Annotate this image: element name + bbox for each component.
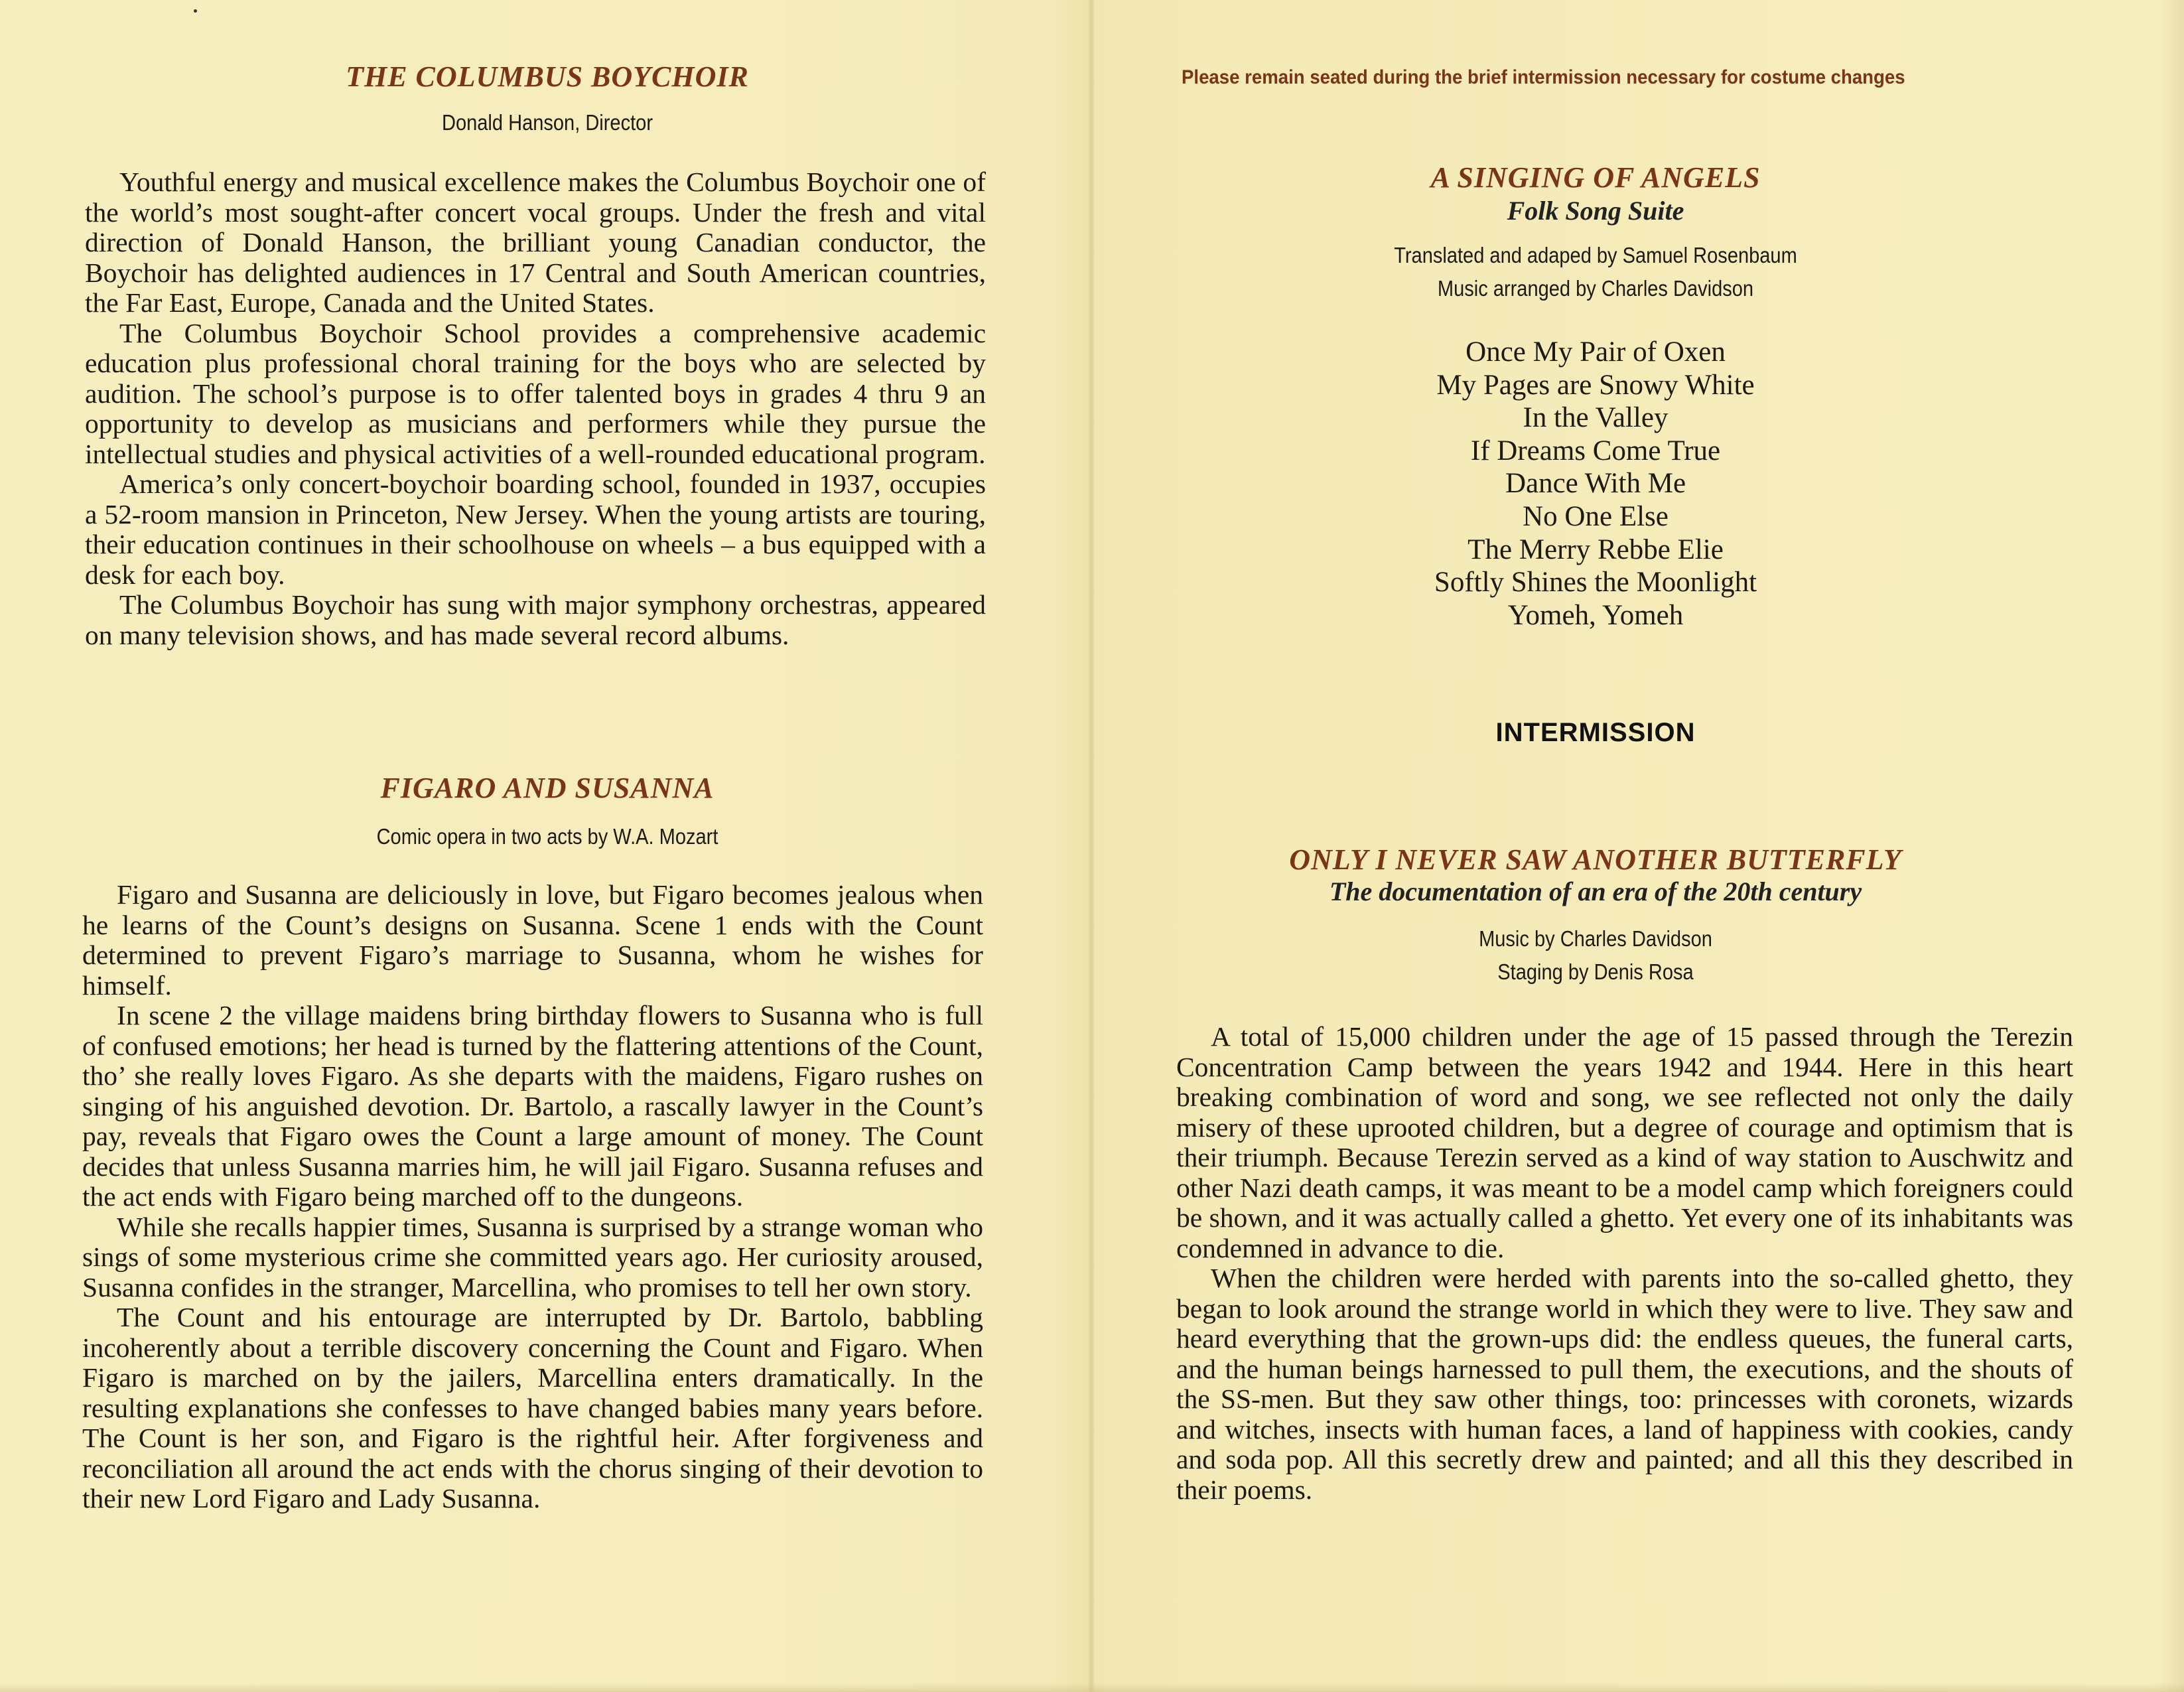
butterfly-subtitle: The documentation of an era of the 20th century bbox=[1329, 877, 1862, 906]
bottom-edge bbox=[0, 1683, 2184, 1692]
song-item: Softly Shines the Moonlight bbox=[1434, 567, 1757, 599]
figaro-synopsis bbox=[82, 880, 983, 1514]
angels-song-list bbox=[1191, 336, 2000, 632]
song-item: Once My Pair of Oxen bbox=[1466, 336, 1726, 368]
song-item: If Dreams Come True bbox=[1470, 435, 1721, 466]
butterfly-paragraph: A total of 15,000 children under the age of 15 passed through the Terezin Concentration Camp between the years 1942 and 1944. Here in this heart breaking combination of word and song, we see reflected not only the daily misery of these uprooted children, but a degree of courage and optimism that is their triumph. Because Terezin served as a kind of way station to Auschwitz and other Nazi death camps, it was meant to be a model camp which foreigners could be shown, and it was actually called a ghetto. Yet every one of its inhabitants was condemned in advance to die. bbox=[1176, 1021, 2073, 1263]
boychoir-paragraph: The Columbus Boychoir School provides a comprehensive academic education plus professional choral training for the boys who are selected by audition. The school’s purpose is to offer talented boys in grades 4 thru 9 an opportunity to develop as musicians and performers while they pursue the intellectual studies and physical activities of a well-rounded educational program. bbox=[85, 317, 986, 469]
angels-credit-translation: Translated and adaped by Samuel Rosenbaum bbox=[1394, 243, 1797, 267]
angels-subtitle: Folk Song Suite bbox=[1507, 196, 1684, 226]
intermission-notice: Please remain seated during the brief intermission necessary for costume changes bbox=[1182, 66, 1905, 88]
page-edge bbox=[2157, 0, 2184, 1692]
butterfly-credit-staging: Staging by Denis Rosa bbox=[1497, 959, 1694, 984]
song-item: Dance With Me bbox=[1505, 468, 1686, 500]
boychoir-director: Donald Hanson, Director bbox=[442, 110, 653, 135]
figaro-paragraph: Figaro and Susanna are deliciously in love, but Figaro becomes jealous when he learns of the Count’s designs on Susanna. Scene 1 ends with the Count determined to prevent Figaro’s marriage to Susanna, whom he wishes for himself. bbox=[82, 879, 983, 1001]
figaro-paragraph: In scene 2 the village maidens bring birthday flowers to Susanna who is full of confused emotions; her head is turned by the flattering attentions of the Count, tho’ she really loves Figaro. As she departs with the maidens, Figaro rushes on singing of his anguished devotion. Dr. Bartolo, a rascally lawyer in the Count’s pay, reveals that Figaro owes the Count a large amount of money. The Count decides that unless Susanna marries him, he will jail Figaro. Susanna refuses and the act ends with Figaro being marched off to the dungeons. bbox=[82, 1000, 983, 1212]
song-item: In the Valley bbox=[1523, 402, 1669, 434]
paper-speck bbox=[194, 9, 197, 13]
song-item: Yomeh, Yomeh bbox=[1507, 599, 1684, 631]
boychoir-title: THE COLUMBUS BOYCHOIR bbox=[346, 60, 749, 93]
butterfly-paragraph: When the children were herded with parents into the so-called ghetto, they began to look around the strange world in which they were to live. They saw and heard everything that the grown-ups did: the endless queues, the funeral carts, and the human beings harnessed to pull them, the executions, and the shouts of the SS-men. But they saw other things, too: princesses with coronets, wizards and witches, insects with human faces, a land of happiness with cookies, candy and soda pop. All this secretly drew and painted; and all this they described in their poems. bbox=[1176, 1263, 2073, 1505]
boychoir-paragraph: Youthful energy and musical excellence makes the Columbus Boychoir one of the world’s most sought-after concert vocal groups. Under the fresh and vital direction of Donald Hanson, the brilliant young Canadian conductor, the Boychoir has delighted audiences in 17 Central and South American countries, the Far East, Europe, Canada and the United States. bbox=[85, 167, 986, 318]
boychoir-paragraph: The Columbus Boychoir has sung with major symphony orchestras, appeared on many television shows, and has made several record albums. bbox=[85, 589, 986, 650]
figaro-credit: Comic opera in two acts by W.A. Mozart bbox=[376, 824, 718, 849]
boychoir-paragraph: America’s only concert-boychoir boarding school, founded in 1937, occupies a 52-room mansion in Princeton, New Jersey. When the young artists are touring, their education continues in their schoolhouse on wheels – a bus equipped with a desk for each boy. bbox=[85, 468, 986, 590]
left-page bbox=[0, 0, 1091, 1692]
song-item: The Merry Rebbe Elie bbox=[1467, 533, 1724, 565]
figaro-paragraph: While she recalls happier times, Susanna is surprised by a strange woman who sings of some mysterious crime she committed years ago. Her curiosity aroused, Susanna confides in the stranger, Marcellina, who promises to tell her own story. bbox=[82, 1211, 983, 1303]
right-page bbox=[1091, 0, 2184, 1692]
figaro-title: FIGARO AND SUSANNA bbox=[380, 772, 715, 804]
butterfly-description bbox=[1176, 1022, 2073, 1505]
butterfly-title: ONLY I NEVER SAW ANOTHER BUTTERFLY bbox=[1289, 843, 1902, 876]
intermission-heading: INTERMISSION bbox=[1495, 718, 1696, 747]
song-item: No One Else bbox=[1523, 500, 1669, 532]
song-item: My Pages are Snowy White bbox=[1436, 369, 1755, 401]
figaro-paragraph: The Count and his entourage are interrupted by Dr. Bartolo, babbling incoherently about a terrible discovery concerning the Count and Figaro. When Figaro is marched on by the jailers, Marcellina enters dramatically. In the resulting explanations she confesses to have changed babies many years before. The Count is her son, and Figaro is the rightful heir. After forgiveness and reconciliation all around the act ends with the chorus singing of their devotion to their new Lord Figaro and Lady Susanna. bbox=[82, 1302, 983, 1514]
butterfly-credit-music: Music by Charles Davidson bbox=[1479, 926, 1712, 951]
angels-title: A SINGING OF ANGELS bbox=[1430, 161, 1761, 194]
angels-credit-arrangement: Music arranged by Charles Davidson bbox=[1437, 276, 1754, 301]
boychoir-description bbox=[85, 167, 986, 650]
